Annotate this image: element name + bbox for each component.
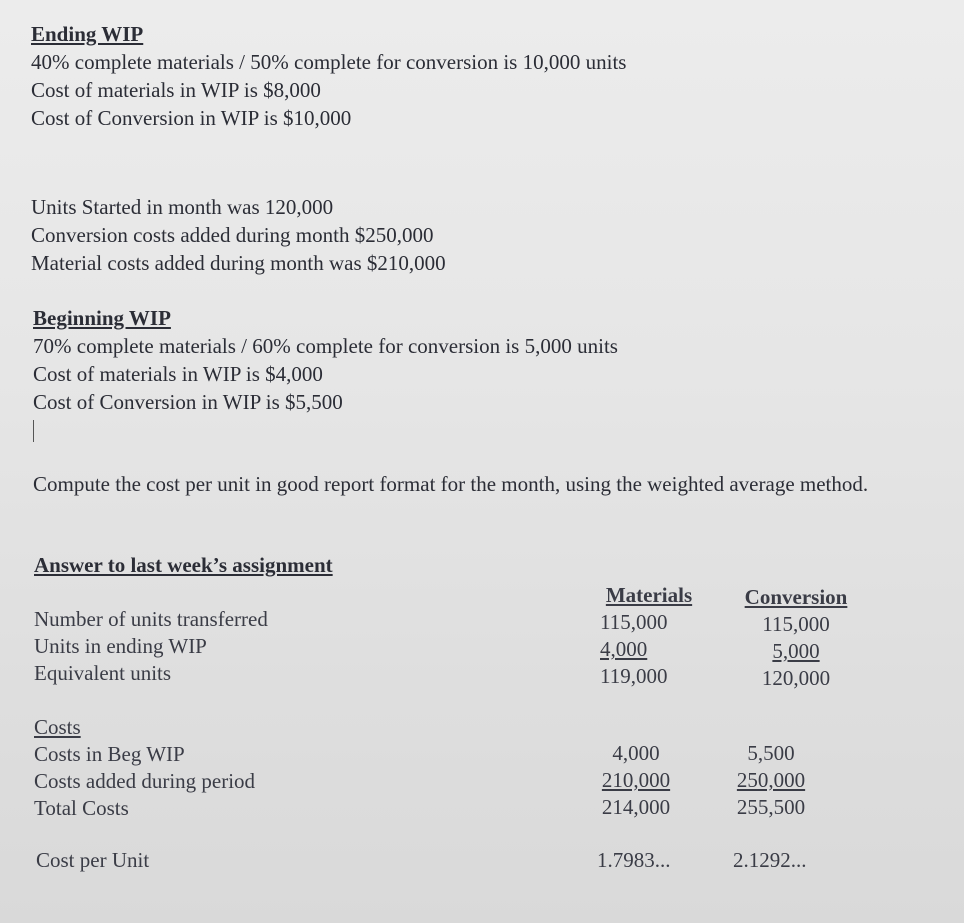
units-started-line: Units Started in month was 120,000 xyxy=(31,195,334,219)
cost-per-unit-label: Cost per Unit xyxy=(36,848,150,872)
ending-wip-heading: Ending WIP xyxy=(31,22,144,46)
beginning-wip-line-1: 70% complete materials / 60% complete for conversion is 5,000 units xyxy=(33,334,618,358)
materials-total-costs: 214,000 xyxy=(601,795,671,819)
conversion-costs-line: Conversion costs added during month $250,000 xyxy=(31,223,434,247)
ending-wip-line-2: Cost of materials in WIP is $8,000 xyxy=(31,78,321,102)
conversion-units-transferred: 115,000 xyxy=(762,612,830,636)
text-cursor xyxy=(33,420,34,442)
row-label-costs-added: Costs added during period xyxy=(34,769,256,793)
materials-units-column xyxy=(597,582,701,690)
beginning-wip-line-3: Cost of Conversion in WIP is $5,500 xyxy=(33,390,343,414)
material-costs-line: Material costs added during month was $210,000 xyxy=(31,251,446,275)
row-label-costs-beg-wip: Costs in Beg WIP xyxy=(34,742,185,766)
conversion-total-costs: 255,500 xyxy=(736,795,806,819)
materials-costs-added: 210,000 xyxy=(601,768,671,792)
beginning-wip-line-2: Cost of materials in WIP is $4,000 xyxy=(33,362,323,386)
conversion-cost-per-unit: 2.1292... xyxy=(733,848,807,872)
materials-equivalent-units: 119,000 xyxy=(600,664,668,688)
conversion-costs-column xyxy=(729,740,813,821)
conversion-units-column xyxy=(736,584,856,692)
materials-costs-column xyxy=(594,740,678,821)
ending-wip-section xyxy=(31,20,626,132)
materials-column-header: Materials xyxy=(605,583,693,607)
row-label-units-ending-wip: Units in ending WIP xyxy=(34,634,207,658)
ending-wip-line-3: Cost of Conversion in WIP is $10,000 xyxy=(31,106,352,130)
conversion-equivalent-units: 120,000 xyxy=(761,666,831,690)
conversion-costs-beg-wip: 5,500 xyxy=(747,741,795,765)
row-label-units-transferred: Number of units transferred xyxy=(34,607,268,631)
costs-labels xyxy=(34,714,255,822)
beginning-wip-heading: Beginning WIP xyxy=(33,306,171,330)
units-labels xyxy=(34,606,268,687)
conversion-column-header: Conversion xyxy=(744,585,848,609)
materials-costs-beg-wip: 4,000 xyxy=(612,741,660,765)
beginning-wip-section xyxy=(33,304,618,416)
answer-title: Answer to last week’s assignment xyxy=(34,553,333,577)
question-text: Compute the cost per unit in good report format for the month, using the weighted average method. xyxy=(33,472,869,496)
materials-units-transferred: 115,000 xyxy=(600,610,668,634)
materials-units-ending-wip: 4,000 xyxy=(600,637,648,661)
materials-cost-per-unit: 1.7983... xyxy=(597,848,671,872)
month-info-section xyxy=(31,193,446,277)
conversion-costs-added: 250,000 xyxy=(736,768,806,792)
row-label-equivalent-units: Equivalent units xyxy=(34,661,172,685)
costs-heading: Costs xyxy=(34,715,81,739)
row-label-total-costs: Total Costs xyxy=(34,796,129,820)
conversion-units-ending-wip: 5,000 xyxy=(772,639,820,663)
ending-wip-line-1: 40% complete materials / 50% complete for conversion is 10,000 units xyxy=(31,50,627,74)
